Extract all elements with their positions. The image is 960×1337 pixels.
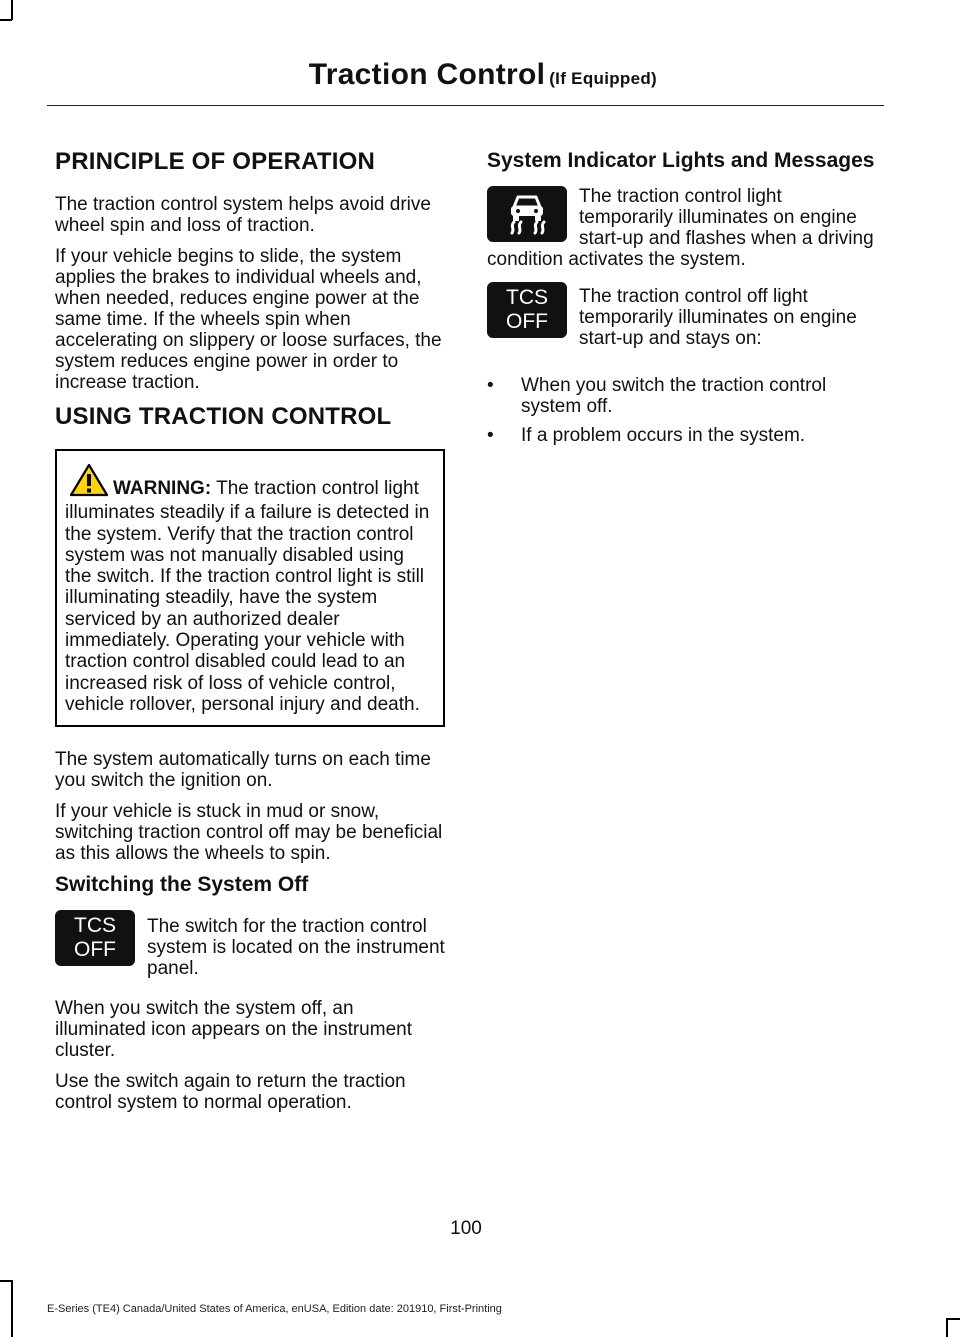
bullet-dot: • (487, 425, 494, 446)
warning-triangle-icon (69, 463, 109, 502)
warning-text: The traction control light illuminates steadily if a failure is detected in the system. Verify that the traction control system was not manually disabled using the switch. If the traction control light is still illuminating steadily, have the system serviced by an authorized dealer immediately. Operating your vehicle with traction control disabled could lead to an increased risk of loss of vehicle control, vehicle rollover, personal injury and death. (65, 478, 430, 715)
bullet-dot: • (487, 375, 494, 396)
header-suffix: (If Equipped) (549, 69, 657, 88)
crop-mark-top-left-h (0, 19, 12, 21)
paragraph: If your vehicle begins to slide, the system applies the brakes to individual wheels and, when needed, reduces engine power at the same time. If the wheels spin when accelerating on slippery or loose surfaces, the system reduces engine power in order to increase traction. (55, 246, 442, 393)
tc-off-light-row (487, 286, 877, 359)
header-title: Traction Control (308, 58, 546, 91)
crop-mark-top-left (11, 0, 13, 20)
crop-mark-bottom-left (11, 1280, 13, 1337)
crop-mark-bottom-right-h (946, 1318, 960, 1320)
warning-label: WARNING: (113, 478, 212, 499)
tc-light-row (487, 186, 877, 270)
left-column (55, 140, 445, 1123)
list-item-text: When you switch the traction control system off. (521, 375, 827, 417)
paragraph: If your vehicle is stuck in mud or snow, switching traction control off may be beneficial as this allows the wheels to spin. (55, 801, 443, 865)
heading-using-traction-control: USING TRACTION CONTROL (55, 403, 392, 430)
tcs-switch-row (55, 916, 445, 998)
list-item (487, 375, 877, 417)
warning-box (55, 449, 445, 727)
paragraph: The traction control off light temporarily illuminates on engine start-up and stays on: (579, 286, 857, 349)
crop-mark-bottom-right (946, 1318, 948, 1337)
paragraph: The traction control light temporarily illuminates on engine start-up and flashes when a driving condition activates the system. (487, 186, 874, 270)
heading-switching-system-off: Switching the System Off (55, 873, 309, 897)
bullet-list (487, 375, 877, 446)
right-column (487, 140, 877, 454)
badge-line-1: TCS (506, 286, 548, 309)
paragraph: Use the switch again to return the traction control system to normal operation. (55, 1071, 406, 1114)
paragraph: The traction control system helps avoid drive wheel spin and loss of traction. (55, 194, 431, 236)
traction-control-light-icon (487, 186, 567, 242)
header-divider (47, 105, 884, 106)
page-number: 100 (450, 1218, 482, 1239)
tcs-off-switch-icon (55, 910, 135, 966)
tcs-off-light-icon (487, 282, 567, 338)
list-item (487, 425, 877, 446)
heading-principle-of-operation: PRINCIPLE OF OPERATION (55, 148, 375, 175)
list-item-text: If a problem occurs in the system. (521, 425, 806, 446)
badge-line-2: OFF (506, 310, 548, 333)
paragraph: The system automatically turns on each time you switch the ignition on. (55, 749, 431, 792)
page-header (309, 58, 657, 92)
paragraph: When you switch the system off, an illuminated icon appears on the instrument cluster. (55, 998, 412, 1062)
paragraph: The switch for the traction control system is located on the instrument panel. (147, 916, 445, 980)
footer-edition: E-Series (TE4) Canada/United States of America, enUSA, Edition date: 201910, First-Printing (47, 1303, 502, 1315)
crop-mark-bottom-left-h (0, 1280, 12, 1282)
badge-line-2: OFF (74, 938, 116, 962)
badge-line-1: TCS (74, 914, 116, 938)
heading-system-indicator-lights: System Indicator Lights and Messages (487, 149, 875, 172)
